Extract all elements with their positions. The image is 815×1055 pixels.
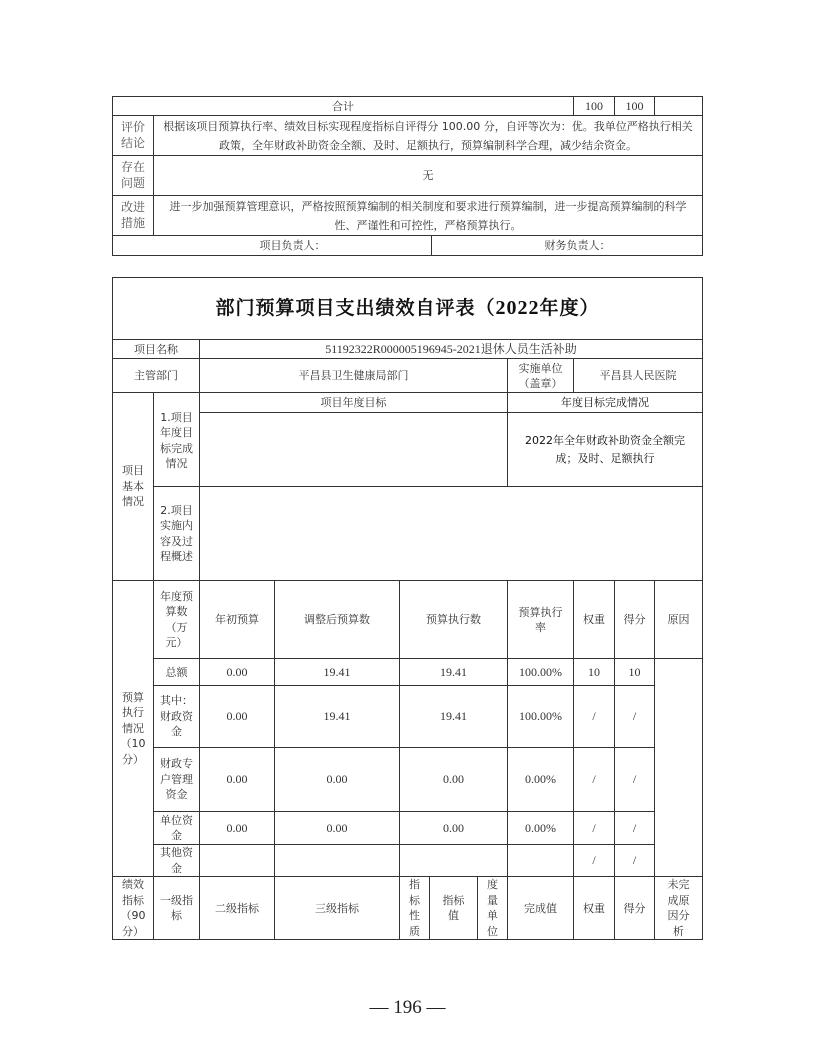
perf-reason-header: 未完成原因分析 xyxy=(655,877,703,940)
total-row xyxy=(113,97,703,116)
perf-weight-header: 权重 xyxy=(574,877,615,940)
prev-table xyxy=(112,96,703,256)
perf-score-header: 得分 xyxy=(615,877,655,940)
budget-row-weight: 10 xyxy=(574,659,615,686)
basic-sub2-label: 2.项目实施内容及过程概述 xyxy=(154,487,200,581)
budget-row-label: 单位资金 xyxy=(154,812,200,845)
budget-adjusted-header: 调整后预算数 xyxy=(275,581,400,659)
title-row xyxy=(113,278,703,340)
budget-row-weight: / xyxy=(574,812,615,845)
title-text: 部门预算项目支出绩效自评表（ xyxy=(215,297,496,319)
perf-header-row xyxy=(113,877,703,940)
budget-row-initial xyxy=(200,845,275,877)
conclusion-label: 评价结论 xyxy=(113,116,154,156)
perf-level1-header: 一级指标 xyxy=(154,877,200,940)
budget-row-label: 总额 xyxy=(154,659,200,686)
perf-done-header: 完成值 xyxy=(508,877,574,940)
basic-completion-value: 2022年全年财政补助资金全额完成；及时、足额执行 xyxy=(508,413,703,487)
basic-content-row xyxy=(113,413,703,487)
budget-row-executed: 0.00 xyxy=(400,812,508,845)
total-weight: 100 xyxy=(574,97,615,116)
perf-value-header: 指标值 xyxy=(430,877,478,940)
budget-row xyxy=(113,659,703,686)
basic-target-value xyxy=(200,413,508,487)
budget-row-weight: / xyxy=(574,748,615,812)
basic-header-row xyxy=(113,393,703,413)
budget-initial-header: 年初预算 xyxy=(200,581,275,659)
basic-sub2-value xyxy=(200,487,703,581)
page-title xyxy=(113,278,703,340)
project-name-row xyxy=(113,340,703,359)
perf-level3-header: 三级指标 xyxy=(275,877,400,940)
budget-row-label: 财政专户管理资金 xyxy=(154,748,200,812)
budget-row xyxy=(113,845,703,877)
budget-row-executed: 19.41 xyxy=(400,686,508,748)
budget-row-rate: 0.00% xyxy=(508,748,574,812)
budget-row-rate: 100.00% xyxy=(508,686,574,748)
budget-executed-header: 预算执行数 xyxy=(400,581,508,659)
budget-row-score: / xyxy=(615,748,655,812)
total-score: 100 xyxy=(615,97,655,116)
conclusion-row xyxy=(113,116,703,156)
budget-reason-header: 原因 xyxy=(655,581,703,659)
budget-row-score: / xyxy=(615,845,655,877)
basic-completion-header: 年度目标完成情况 xyxy=(508,393,703,413)
budget-row-label: 其他资金 xyxy=(154,845,200,877)
basic-sub1-label: 1.项目年度目标完成情况 xyxy=(154,393,200,487)
budget-row-weight: / xyxy=(574,845,615,877)
basic-sub2-row xyxy=(113,487,703,581)
budget-row-adjusted: 19.41 xyxy=(275,659,400,686)
budget-row-executed: 0.00 xyxy=(400,748,508,812)
problems-label: 存在问题 xyxy=(113,156,154,196)
budget-row-score: / xyxy=(615,812,655,845)
dept-value: 平昌县卫生健康局部门 xyxy=(200,359,508,393)
budget-row-executed: 19.41 xyxy=(400,659,508,686)
budget-row xyxy=(113,748,703,812)
budget-row-adjusted: 19.41 xyxy=(275,686,400,748)
basic-target-header: 项目年度目标 xyxy=(200,393,508,413)
budget-row-initial: 0.00 xyxy=(200,748,275,812)
budget-row-rate xyxy=(508,845,574,877)
budget-row-score: 10 xyxy=(615,659,655,686)
project-name-label: 项目名称 xyxy=(113,340,200,359)
budget-row-adjusted: 0.00 xyxy=(275,748,400,812)
signature-row xyxy=(113,236,703,256)
budget-weight-header: 权重 xyxy=(574,581,615,659)
impl-unit-value: 平昌县人民医院 xyxy=(574,359,703,393)
budget-row-executed xyxy=(400,845,508,877)
problems-row xyxy=(113,156,703,196)
title-year: 2022 xyxy=(495,297,540,319)
budget-row-initial: 0.00 xyxy=(200,659,275,686)
problems-text: 无 xyxy=(154,156,703,196)
budget-row-adjusted: 0.00 xyxy=(275,812,400,845)
perf-level2-header: 二级指标 xyxy=(200,877,275,940)
budget-row-weight: / xyxy=(574,686,615,748)
improve-label: 改进措施 xyxy=(113,196,154,236)
impl-unit-label: 实施单位（盖章） xyxy=(508,359,574,393)
self-eval-table xyxy=(112,277,703,940)
basic-label: 项目基本情况 xyxy=(113,393,154,581)
total-label: 合计 xyxy=(113,97,574,116)
budget-row-initial: 0.00 xyxy=(200,686,275,748)
budget-row-rate: 100.00% xyxy=(508,659,574,686)
budget-label: 预算执行情况（10分） xyxy=(113,581,154,877)
improve-row xyxy=(113,196,703,236)
conclusion-text: 根据该项目预算执行率、绩效目标实现程度指标自评得分 100.00 分，自评等次为：优。我单位严格执行相关政策，全年财政补助资金全额、及时、足额执行，预算编制科学合理，减少结余资金。 xyxy=(154,116,703,156)
budget-row-initial: 0.00 xyxy=(200,812,275,845)
improve-text: 进一步加强预算管理意识，严格按照预算编制的相关制度和要求进行预算编制，进一步提高预算编制的科学性、严谨性和可控性，严格预算执行。 xyxy=(154,196,703,236)
project-leader-label: 项目负责人： xyxy=(154,236,432,255)
budget-score-header: 得分 xyxy=(615,581,655,659)
budget-row-label: 其中：财政资金 xyxy=(154,686,200,748)
page-number: — 196 — xyxy=(369,997,446,1018)
budget-rate-header: 预算执行率 xyxy=(508,581,574,659)
perf-label: 绩效指标（90分） xyxy=(113,877,154,940)
budget-annual-header: 年度预算数（万元） xyxy=(154,581,200,659)
budget-row-rate: 0.00% xyxy=(508,812,574,845)
total-empty xyxy=(655,97,703,116)
budget-row-score: / xyxy=(615,686,655,748)
dept-row xyxy=(113,359,703,393)
title-suffix: 年度） xyxy=(539,297,600,319)
dept-label: 主管部门 xyxy=(113,359,200,393)
budget-row-adjusted xyxy=(275,845,400,877)
budget-reason-cell xyxy=(655,659,703,877)
finance-leader-label: 财务负责人： xyxy=(544,239,611,252)
perf-nature-header: 指标性质 xyxy=(400,877,430,940)
project-name-value: 51192322R000005196945-2021退休人员生活补助 xyxy=(200,340,703,359)
perf-unit-header: 度量单位 xyxy=(478,877,508,940)
budget-header-row xyxy=(113,581,703,659)
budget-row xyxy=(113,812,703,845)
budget-row xyxy=(113,686,703,748)
